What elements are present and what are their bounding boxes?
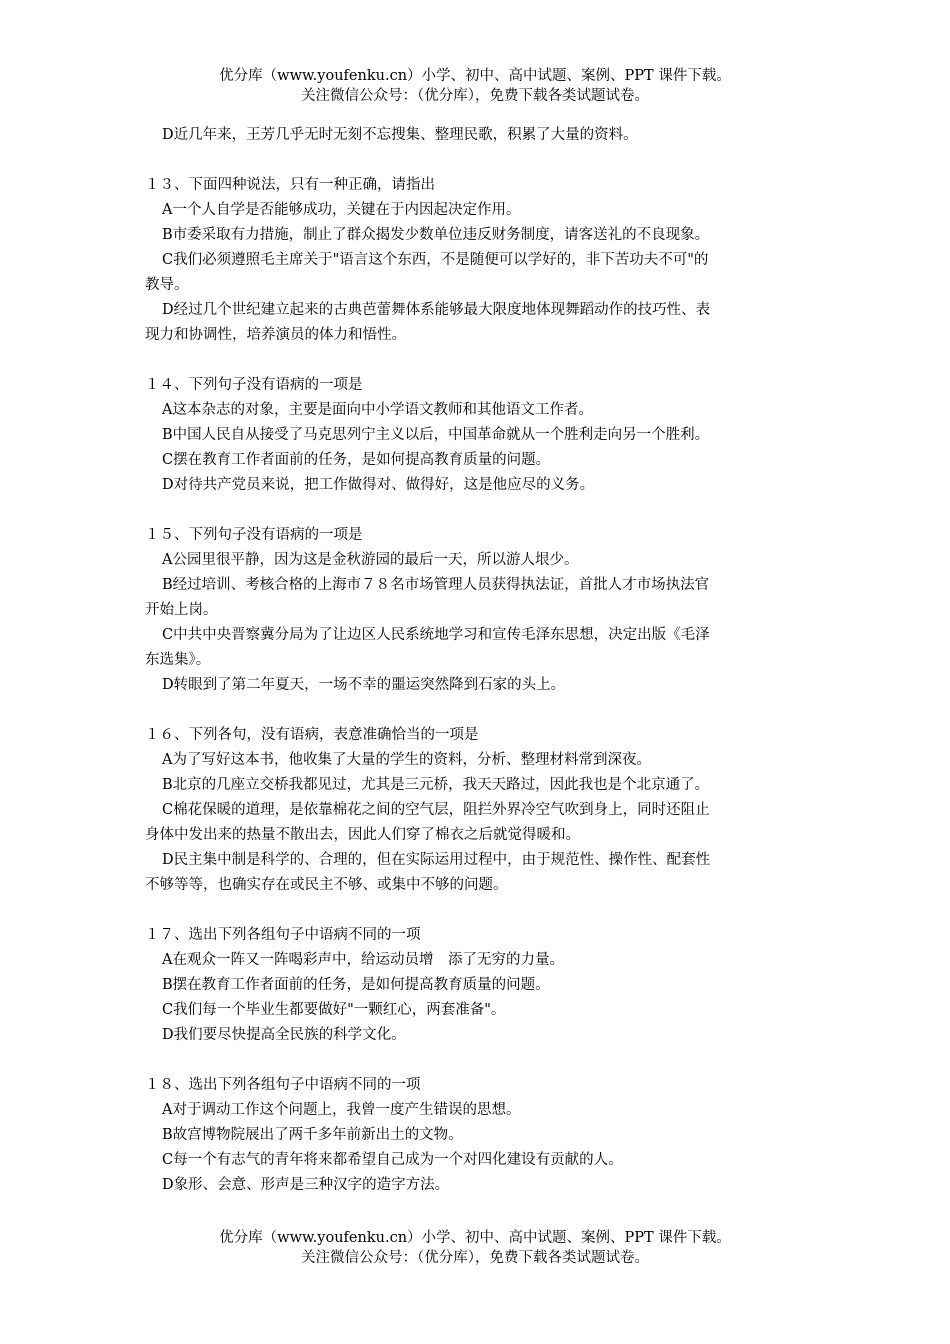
question-15 (145, 523, 811, 698)
option-a: A为了写好这本书，他收集了大量的学生的资料，分析、整理材料常到深夜。 (162, 752, 651, 768)
option-b: B中国人民自从接受了马克思列宁主义以后，中国革命就从一个胜利走向另一个胜利。 (162, 427, 710, 443)
option-a: A对于调动工作这个问题上，我曾一度产生错误的思想。 (162, 1102, 521, 1118)
question-17 (145, 923, 811, 1048)
option-b: B北京的几座立交桥我都见过，尤其是三元桥，我天天路过，因此我也是个北京通了。 (162, 777, 710, 793)
footer-line-1: 优分库（www.youfenku.cn）小学、初中、高中试题、案例、PPT 课件下载。 (219, 1230, 731, 1246)
option-d: D民主集中制是科学的、合理的，但在实际运用过程中，由于规范性、操作性、配套性 (162, 852, 711, 868)
option-b-cont: 开始上岗。 (145, 602, 218, 618)
option-c: C棉花保暖的道理，是依靠棉花之间的空气层，阻拦外界冷空气吹到身上，同时还阻止 (162, 802, 710, 818)
option-b: B摆在教育工作者面前的任务，是如何提高教育质量的问题。 (162, 977, 550, 993)
footer-line-2: 关注微信公众号：（优分库），免费下载各类试题试卷。 (301, 1250, 649, 1266)
document-body (145, 123, 811, 1198)
option-c-cont: 教导。 (145, 277, 189, 293)
option-b: B市委采取有力措施，制止了群众揭发少数单位违反财务制度，请客送礼的不良现象。 (162, 227, 710, 243)
option-b: B经过培训、考核合格的上海市７８名市场管理人员获得执法证，首批人才市场执法官 (162, 577, 710, 593)
option-d: D经过几个世纪建立起来的古典芭蕾舞体系能够最大限度地体现舞蹈动作的技巧性、表 (162, 302, 711, 318)
question-13 (145, 173, 811, 348)
option-c: C摆在教育工作者面前的任务，是如何提高教育质量的问题。 (162, 452, 551, 468)
question-stem: １６、下列各句，没有语病，表意准确恰当的一项是 (145, 727, 479, 743)
option-a: A这本杂志的对象，主要是面向中小学语文教师和其他语文工作者。 (162, 402, 593, 418)
option-a: A一个人自学是否能够成功，关键在于内因起决定作用。 (162, 202, 521, 218)
option-d: D转眼到了第二年夏天，一场不幸的噩运突然降到石家的头上。 (162, 677, 566, 693)
question-stem: １８、选出下列各组句子中语病不同的一项 (145, 1077, 421, 1093)
option-d: D象形、会意、形声是三种汉字的造字方法。 (162, 1177, 450, 1193)
option-d: D对待共产党员来说，把工作做得对、做得好，这是他应尽的义务。 (162, 477, 595, 493)
option-c: C每一个有志气的青年将来都希望自己成为一个对四化建设有贡献的人。 (162, 1152, 623, 1168)
option-a: A在观众一阵又一阵喝彩声中，给运动员增 添了无穷的力量。 (162, 952, 564, 968)
question-stem: １４、下列句子没有语病的一项是 (145, 377, 363, 393)
question-16 (145, 723, 811, 898)
option-c: C我们必须遵照毛主席关于"语言这个东西，不是随便可以学好的，非下苦功夫不可"的 (162, 252, 709, 268)
option-c: C我们每一个毕业生都要做好"一颗红心，两套准备"。 (162, 1002, 506, 1018)
question-14 (145, 373, 811, 498)
option-c: C中共中央晋察冀分局为了让边区人民系统地学习和宣传毛泽东思想，决定出版《毛泽 (162, 627, 710, 643)
option-d-cont: 现力和协调性，培养演员的体力和悟性。 (145, 327, 406, 343)
question-18 (145, 1073, 811, 1198)
option-c-cont: 东选集》。 (145, 652, 211, 668)
option-d-cont: 不够等等，也确实存在或民主不够、或集中不够的问题。 (145, 877, 508, 893)
option-d: D我们要尽快提高全民族的科学文化。 (162, 1027, 406, 1043)
option-b: B故宫博物院展出了两千多年前新出土的文物。 (162, 1127, 463, 1143)
question-stem: １３、下面四种说法，只有一种正确，请指出 (145, 177, 435, 193)
option-a: A公园里很平静，因为这是金秋游园的最后一天，所以游人垠少。 (162, 552, 579, 568)
option-c-cont: 身体中发出来的热量不散出去，因此人们穿了棉衣之后就觉得暖和。 (145, 827, 580, 843)
question-stem: １７、选出下列各组句子中语病不同的一项 (145, 927, 421, 943)
page-header (0, 66, 950, 106)
header-line-2: 关注微信公众号：（优分库），免费下载各类试题试卷。 (301, 88, 649, 104)
question-stem: １５、下列句子没有语病的一项是 (145, 527, 363, 543)
header-line-1: 优分库（www.youfenku.cn）小学、初中、高中试题、案例、PPT 课件下载。 (219, 68, 731, 84)
option-d: D近几年来，王芳几乎无时无刻不忘搜集、整理民歌，积累了大量的资料。 (162, 127, 638, 143)
page-footer (0, 1228, 950, 1268)
